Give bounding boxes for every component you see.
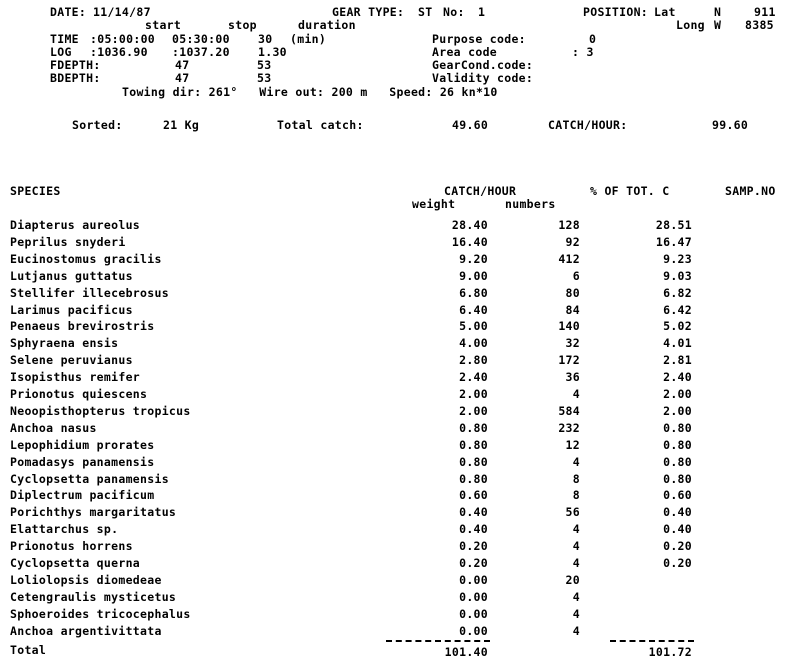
numbers-value: 4 (572, 522, 580, 536)
purpose-code-value: 0 (589, 32, 597, 46)
towing-info-line: Towing dir: 261° Wire out: 200 m Speed: 26 kn*10 (122, 85, 498, 99)
numbers-value: 584 (558, 404, 580, 418)
species-column-header: SPECIES (10, 184, 61, 198)
log-start: :1036.90 (90, 45, 148, 59)
fdepth-start: 47 (175, 58, 190, 72)
percent-value: 5.02 (663, 319, 692, 333)
weight-value: 0.00 (459, 590, 488, 604)
total-weight: 101.40 (444, 645, 488, 659)
weight-value: 2.40 (459, 370, 488, 384)
weight-value: 0.20 (459, 539, 488, 553)
numbers-value: 36 (565, 370, 580, 384)
weight-value: 6.80 (459, 286, 488, 300)
percent-value: 9.23 (663, 252, 692, 266)
species-name: Elattarchus sp. (10, 522, 119, 536)
numbers-column-header: numbers (505, 197, 556, 211)
weight-value: 0.00 (459, 607, 488, 621)
date-value: 11/14/87 (93, 5, 151, 19)
gear-no-value: 1 (478, 5, 486, 19)
numbers-value: 4 (572, 590, 580, 604)
sorted-label: Sorted: (72, 118, 123, 132)
weight-value: 9.20 (459, 252, 488, 266)
weight-value: 2.80 (459, 353, 488, 367)
numbers-value: 140 (558, 319, 580, 333)
numbers-value: 6 (572, 269, 580, 283)
date-label: DATE: (50, 5, 87, 19)
species-name: Prionotus quiescens (10, 387, 148, 401)
numbers-value: 232 (558, 421, 580, 435)
numbers-value: 80 (565, 286, 580, 300)
weight-value: 0.80 (459, 472, 488, 486)
percent-value: 28.51 (655, 218, 692, 232)
long-direction: W (714, 18, 722, 32)
weight-value: 5.00 (459, 319, 488, 333)
numbers-value: 4 (572, 607, 580, 621)
numbers-value: 128 (558, 218, 580, 232)
species-name: Neoopisthopterus tropicus (10, 404, 191, 418)
species-name: Sphyraena ensis (10, 336, 119, 350)
percent-value: 2.00 (663, 387, 692, 401)
gear-type-label: GEAR TYPE: (332, 5, 405, 19)
sample-number-column-header: SAMP.NO (725, 184, 776, 198)
numbers-value: 92 (565, 235, 580, 249)
percent-value: 0.20 (663, 556, 692, 570)
catch-per-hour-value: 99.60 (712, 118, 749, 132)
time-stop: 05:30:00 (172, 32, 230, 46)
area-code-value: : 3 (572, 45, 594, 59)
species-name: Sphoeroides tricocephalus (10, 607, 191, 621)
species-name: Lutjanus guttatus (10, 269, 133, 283)
numbers-value: 4 (572, 387, 580, 401)
species-name: Cyclopsetta querna (10, 556, 141, 570)
numbers-value: 4 (572, 556, 580, 570)
long-value: 8385 (745, 18, 774, 32)
percent-value: 9.03 (663, 269, 692, 283)
time-start: :05:00:00 (90, 32, 156, 46)
species-name: Penaeus brevirostris (10, 319, 155, 333)
bdepth-stop: 53 (257, 71, 272, 85)
species-name: Anchoa nasus (10, 421, 97, 435)
fdepth-stop: 53 (257, 58, 272, 72)
position-label: POSITION: (583, 5, 649, 19)
percent-value: 0.60 (663, 488, 692, 502)
catch-per-hour-label: CATCH/HOUR: (548, 118, 628, 132)
percent-value: 4.01 (663, 336, 692, 350)
gear-condition-label: GearCond.code: (432, 58, 534, 72)
purpose-code-label: Purpose code: (432, 32, 526, 46)
species-name: Porichthys margaritatus (10, 505, 177, 519)
numbers-value: 4 (572, 624, 580, 638)
numbers-value: 4 (572, 455, 580, 469)
numbers-value: 4 (572, 539, 580, 553)
weight-value: 9.00 (459, 269, 488, 283)
species-name: Peprilus snyderi (10, 235, 126, 249)
weight-value: 0.80 (459, 455, 488, 469)
numbers-value: 8 (572, 488, 580, 502)
percent-value: 6.42 (663, 303, 692, 317)
validity-code-label: Validity code: (432, 71, 534, 85)
total-percent: 101.72 (648, 645, 692, 659)
weight-value: 0.00 (459, 573, 488, 587)
percent-value: 0.80 (663, 472, 692, 486)
duration-value: 30 (258, 32, 273, 46)
numbers-value: 56 (565, 505, 580, 519)
weight-value: 0.60 (459, 488, 488, 502)
weight-value: 0.80 (459, 438, 488, 452)
species-name: Stellifer illecebrosus (10, 286, 169, 300)
numbers-value: 84 (565, 303, 580, 317)
percent-value: 0.80 (663, 455, 692, 469)
weight-value: 16.40 (451, 235, 488, 249)
log-stop: :1037.20 (172, 45, 230, 59)
lat-value: 911 (754, 5, 776, 19)
weight-value: 0.00 (459, 624, 488, 638)
total-label: Total (10, 643, 47, 657)
log-label: LOG (50, 45, 72, 59)
weight-value: 0.20 (459, 556, 488, 570)
lat-direction: N (714, 5, 722, 19)
weight-value: 0.40 (459, 505, 488, 519)
percent-value: 0.40 (663, 522, 692, 536)
percent-value: 0.80 (663, 421, 692, 435)
duration-column-header: duration (298, 18, 356, 32)
total-catch-value: 49.60 (452, 118, 489, 132)
percent-value: 2.81 (663, 353, 692, 367)
species-name: Larimus pacificus (10, 303, 133, 317)
weight-total-rule (386, 640, 490, 642)
weight-value: 0.40 (459, 522, 488, 536)
species-name: Diplectrum pacificum (10, 488, 155, 502)
percent-value: 0.40 (663, 505, 692, 519)
species-name: Prionotus horrens (10, 539, 133, 553)
percent-value: 2.40 (663, 370, 692, 384)
weight-value: 0.80 (459, 421, 488, 435)
weight-value: 2.00 (459, 404, 488, 418)
numbers-value: 412 (558, 252, 580, 266)
species-name: Anchoa argentivittata (10, 624, 162, 638)
area-code-label: Area code (432, 45, 498, 59)
start-column-header: start (145, 18, 182, 32)
weight-value: 6.40 (459, 303, 488, 317)
species-name: Lepophidium prorates (10, 438, 155, 452)
percent-total-column-header: % OF TOT. C (590, 184, 670, 198)
weight-value: 2.00 (459, 387, 488, 401)
numbers-value: 20 (565, 573, 580, 587)
numbers-value: 32 (565, 336, 580, 350)
percent-value: 0.20 (663, 539, 692, 553)
weight-value: 4.00 (459, 336, 488, 350)
stop-column-header: stop (228, 18, 257, 32)
species-name: Diapterus aureolus (10, 218, 141, 232)
percent-value: 6.82 (663, 286, 692, 300)
duration-unit: (min) (290, 32, 327, 46)
numbers-value: 8 (572, 472, 580, 486)
lat-label: Lat (654, 5, 676, 19)
percent-value: 2.00 (663, 404, 692, 418)
gear-type-value: ST (418, 5, 433, 19)
species-name: Selene peruvianus (10, 353, 133, 367)
species-name: Isopisthus remifer (10, 370, 141, 384)
percent-value: 0.80 (663, 438, 692, 452)
weight-column-header: weight (412, 197, 456, 211)
time-label: TIME (50, 32, 79, 46)
numbers-value: 172 (558, 353, 580, 367)
species-name: Cetengraulis mysticetus (10, 590, 177, 604)
long-label: Long (676, 18, 705, 32)
weight-value: 28.40 (451, 218, 488, 232)
gear-no-label: No: (443, 5, 465, 19)
species-name: Eucinostomus gracilis (10, 252, 162, 266)
percent-value: 16.47 (655, 235, 692, 249)
percent-total-rule (610, 640, 694, 642)
species-name: Pomadasys panamensis (10, 455, 155, 469)
log-difference: 1.30 (258, 45, 287, 59)
species-name: Loliolopsis diomedeae (10, 573, 162, 587)
fdepth-label: FDEPTH: (50, 58, 101, 72)
numbers-value: 12 (565, 438, 580, 452)
bdepth-start: 47 (175, 71, 190, 85)
bdepth-label: BDEPTH: (50, 71, 101, 85)
total-catch-label: Total catch: (277, 118, 364, 132)
sorted-value: 21 Kg (163, 118, 200, 132)
catch-per-hour-column-header: CATCH/HOUR (444, 184, 517, 198)
species-name: Cyclopsetta panamensis (10, 472, 169, 486)
